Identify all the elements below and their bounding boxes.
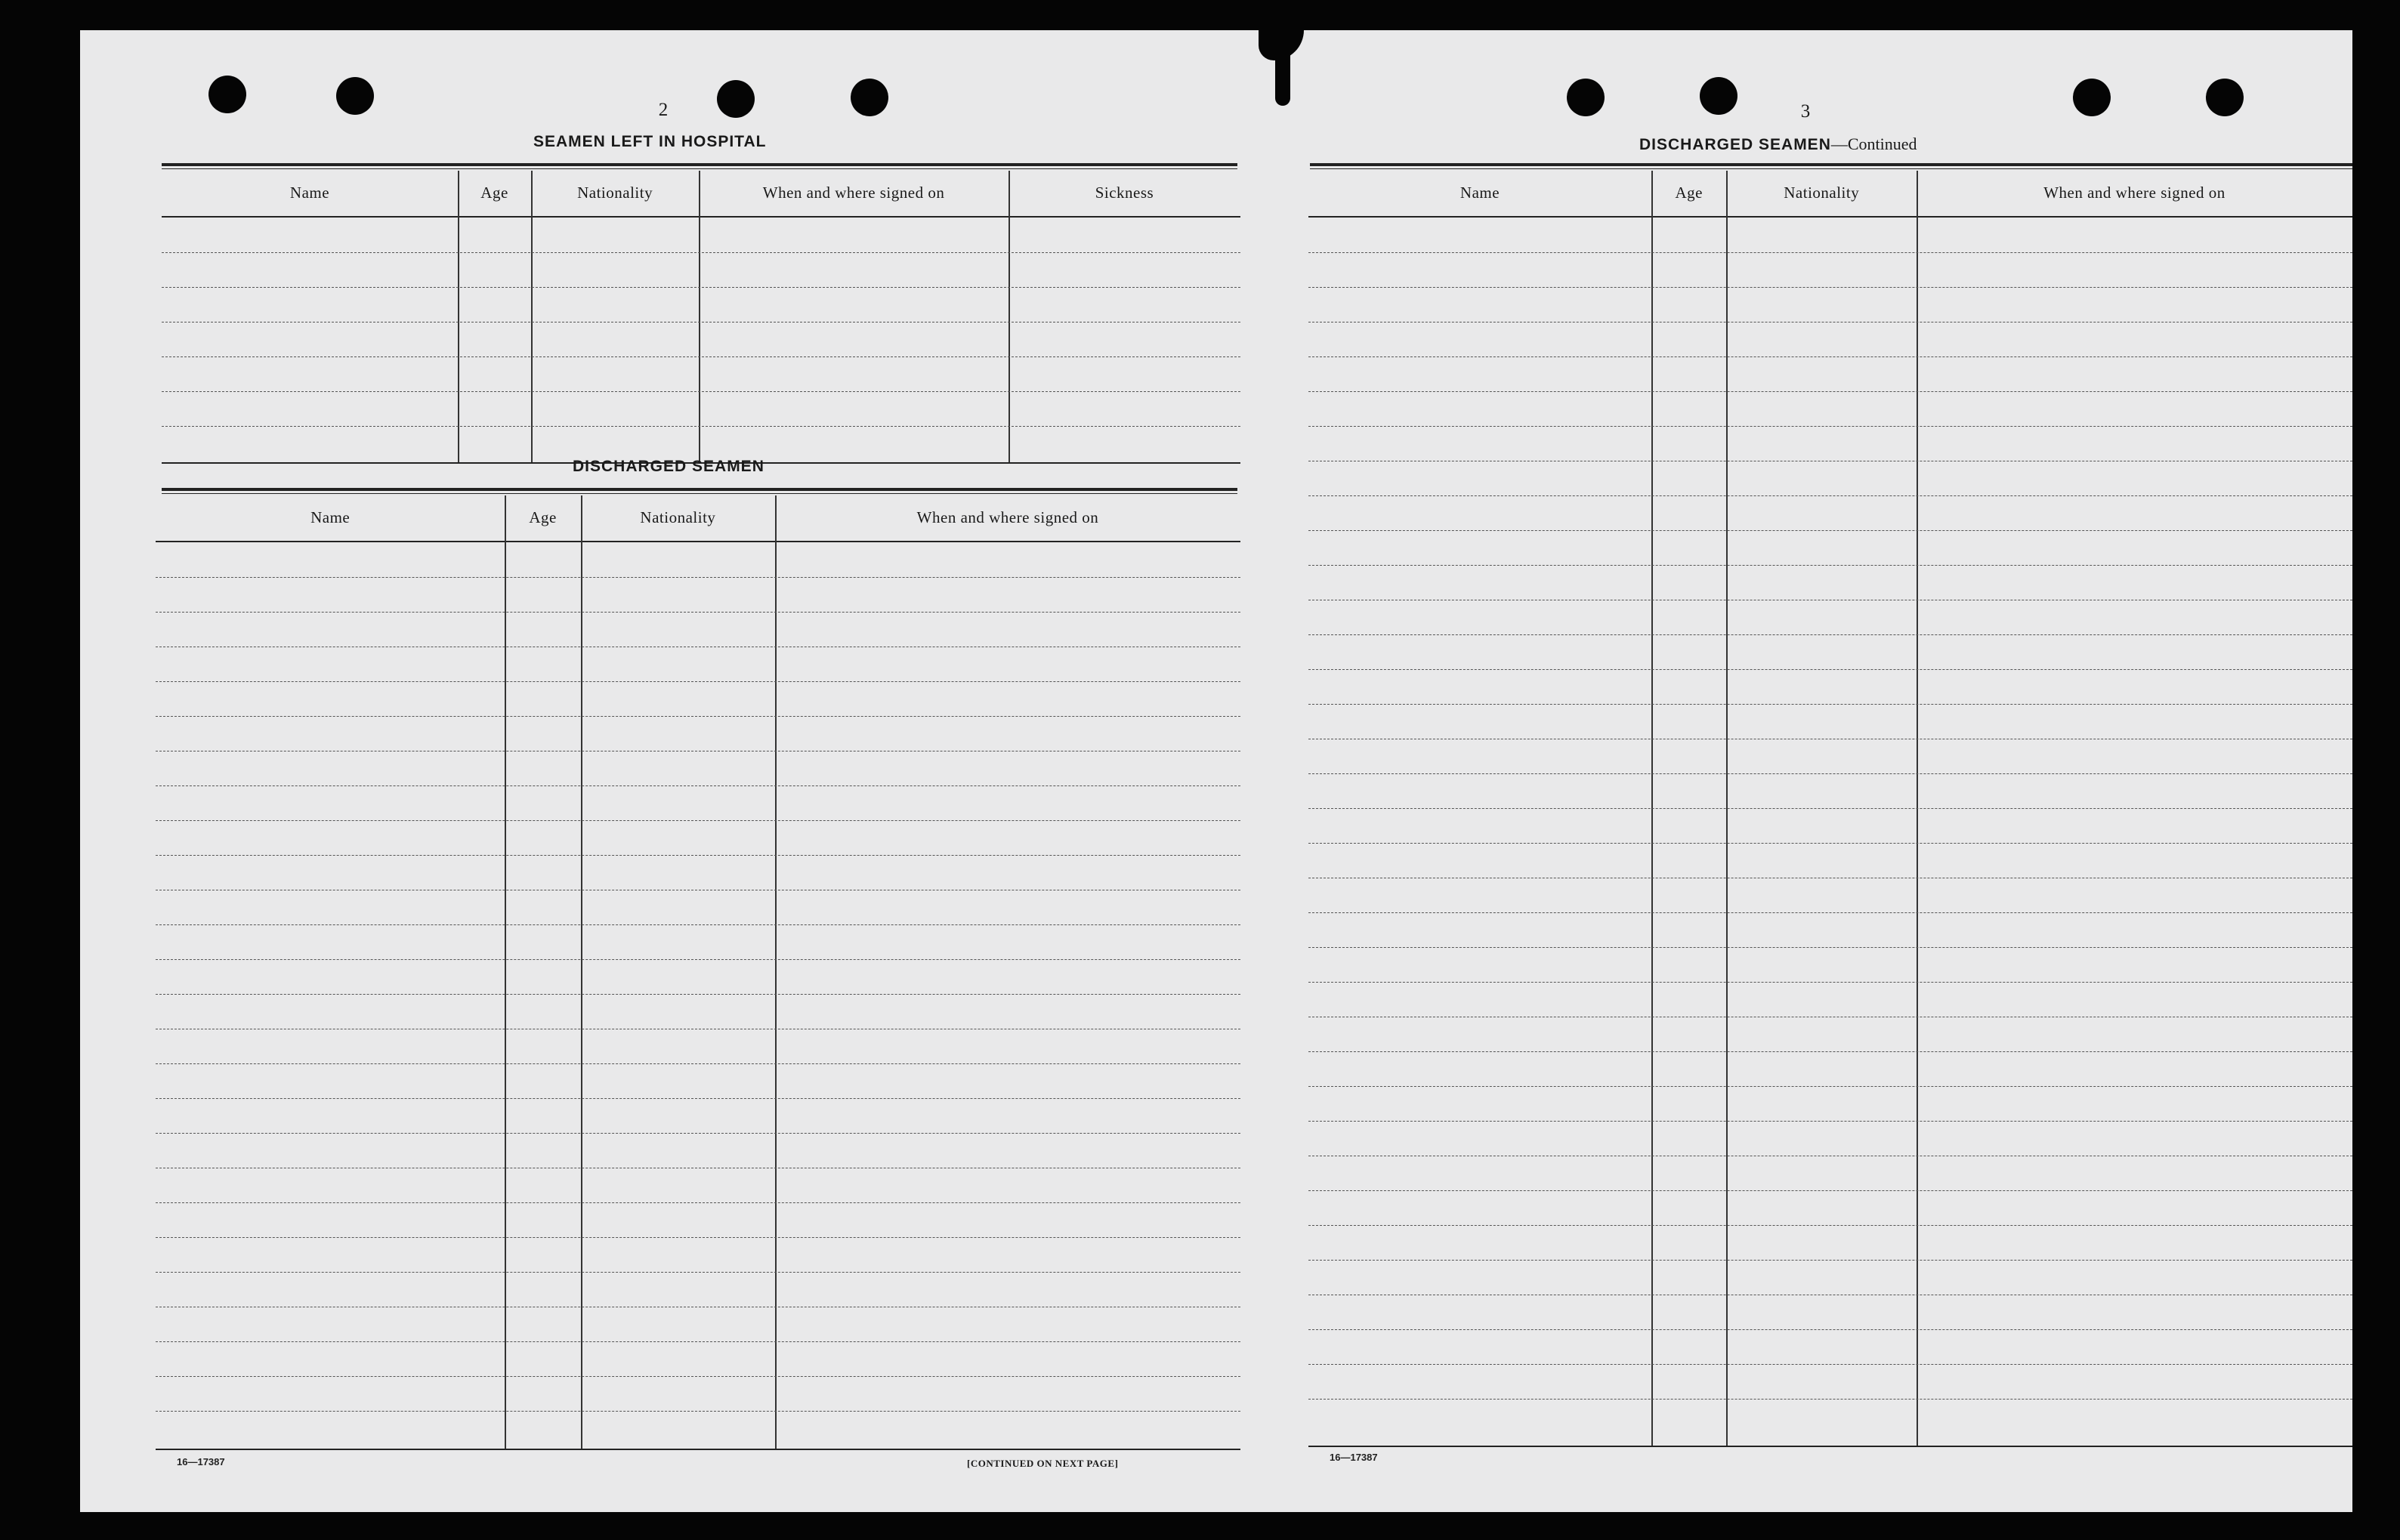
punch-hole [208,76,246,113]
table-row [156,1376,1240,1377]
title-rule [1310,163,2352,169]
table-row [1308,1364,2352,1365]
table-row [1308,773,2352,774]
paper-tear [1275,45,1290,106]
table-bottom-rule [156,1449,1240,1450]
punch-hole [717,80,755,118]
column-divider [531,171,533,464]
column-header: Nationality [577,184,653,202]
table-row [1308,1329,2352,1330]
table-row [1308,1051,2352,1052]
title-rule [162,488,1237,494]
table-row [156,612,1240,613]
column-header: Name [289,184,330,202]
table-row [162,287,1240,288]
table-row [1308,1121,2352,1122]
form-number: 16—17387 [1330,1452,1378,1463]
discharged-table [1308,171,2352,1447]
column-divider [1726,171,1728,1447]
table-row [1308,356,2352,357]
table-row [1308,1086,2352,1087]
table-row [156,681,1240,682]
table-row [156,716,1240,717]
column-divider [458,171,459,464]
column-divider [699,171,700,464]
column-header: Nationality [1784,184,1860,202]
title-suffix: —Continued [1830,134,1917,153]
table-row [156,1411,1240,1412]
table-row [1308,1260,2352,1261]
table-row [162,391,1240,392]
table-row [1308,704,2352,705]
table-row [1308,1399,2352,1400]
column-header: Nationality [640,508,716,526]
table-row [1308,982,2352,983]
table-row [1308,912,2352,913]
right-page [1265,30,2352,1512]
header-rule [1308,216,2352,218]
column-header: Age [1675,184,1703,202]
table-row [156,1098,1240,1099]
table-row [1308,808,2352,809]
table-row [156,1133,1240,1134]
table-row [1308,947,2352,948]
continued-note: [CONTINUED ON NEXT PAGE] [967,1458,1119,1469]
table-row [156,1272,1240,1273]
column-header: When and where signed on [762,184,945,202]
table-row [156,959,1240,960]
table-row [1308,391,2352,392]
table-row [156,1063,1240,1064]
table-row [162,426,1240,427]
punch-hole [1700,77,1737,115]
title-text: DISCHARGED SEAMEN [1639,136,1831,153]
column-header: When and where signed on [2043,184,2225,202]
table-row [156,1202,1240,1203]
hospital-table-title: SEAMEN LEFT IN HOSPITAL [533,133,767,150]
page-number: 3 [1800,101,1811,122]
column-header: Name [310,508,351,526]
column-header: Age [529,508,557,526]
table-row [156,994,1240,995]
discharged-table [156,495,1240,1450]
table-row [1308,634,2352,635]
punch-hole [336,77,374,115]
table-row [1308,495,2352,496]
page-number: 2 [658,100,669,120]
table-row [156,1237,1240,1238]
form-number: 16—17387 [177,1456,225,1467]
table-row [162,356,1240,357]
table-row [1308,669,2352,670]
discharged-continued-title [1639,134,1917,154]
table-row [1308,565,2352,566]
table-row [156,924,1240,925]
table-row [1308,322,2352,323]
hospital-table [162,171,1240,464]
title-rule [162,163,1237,169]
header-rule [162,216,1240,218]
table-row [1308,426,2352,427]
table-row [156,820,1240,821]
table-row [1308,287,2352,288]
discharged-table-title: DISCHARGED SEAMEN [573,458,764,475]
table-row [156,785,1240,786]
column-header: When and where signed on [916,508,1099,526]
column-divider [1917,171,1918,1447]
table-row [1308,1225,2352,1226]
column-header: Name [1459,184,1500,202]
column-header: Sickness [1095,184,1154,202]
column-divider [1651,171,1653,1447]
table-row [156,1341,1240,1342]
header-rule [156,541,1240,542]
punch-hole [2206,79,2244,116]
table-row [1308,843,2352,844]
column-divider [1008,171,1010,464]
punch-hole [2073,79,2111,116]
column-header: Age [480,184,508,202]
punch-hole [1567,79,1605,116]
punch-hole [851,79,888,116]
table-row [162,322,1240,323]
table-row [156,577,1240,578]
table-bottom-rule [1308,1446,2352,1447]
table-row [1308,530,2352,531]
table-row [162,252,1240,253]
left-page [80,30,1265,1512]
table-row [1308,1190,2352,1191]
table-row [156,855,1240,856]
table-row [1308,252,2352,253]
